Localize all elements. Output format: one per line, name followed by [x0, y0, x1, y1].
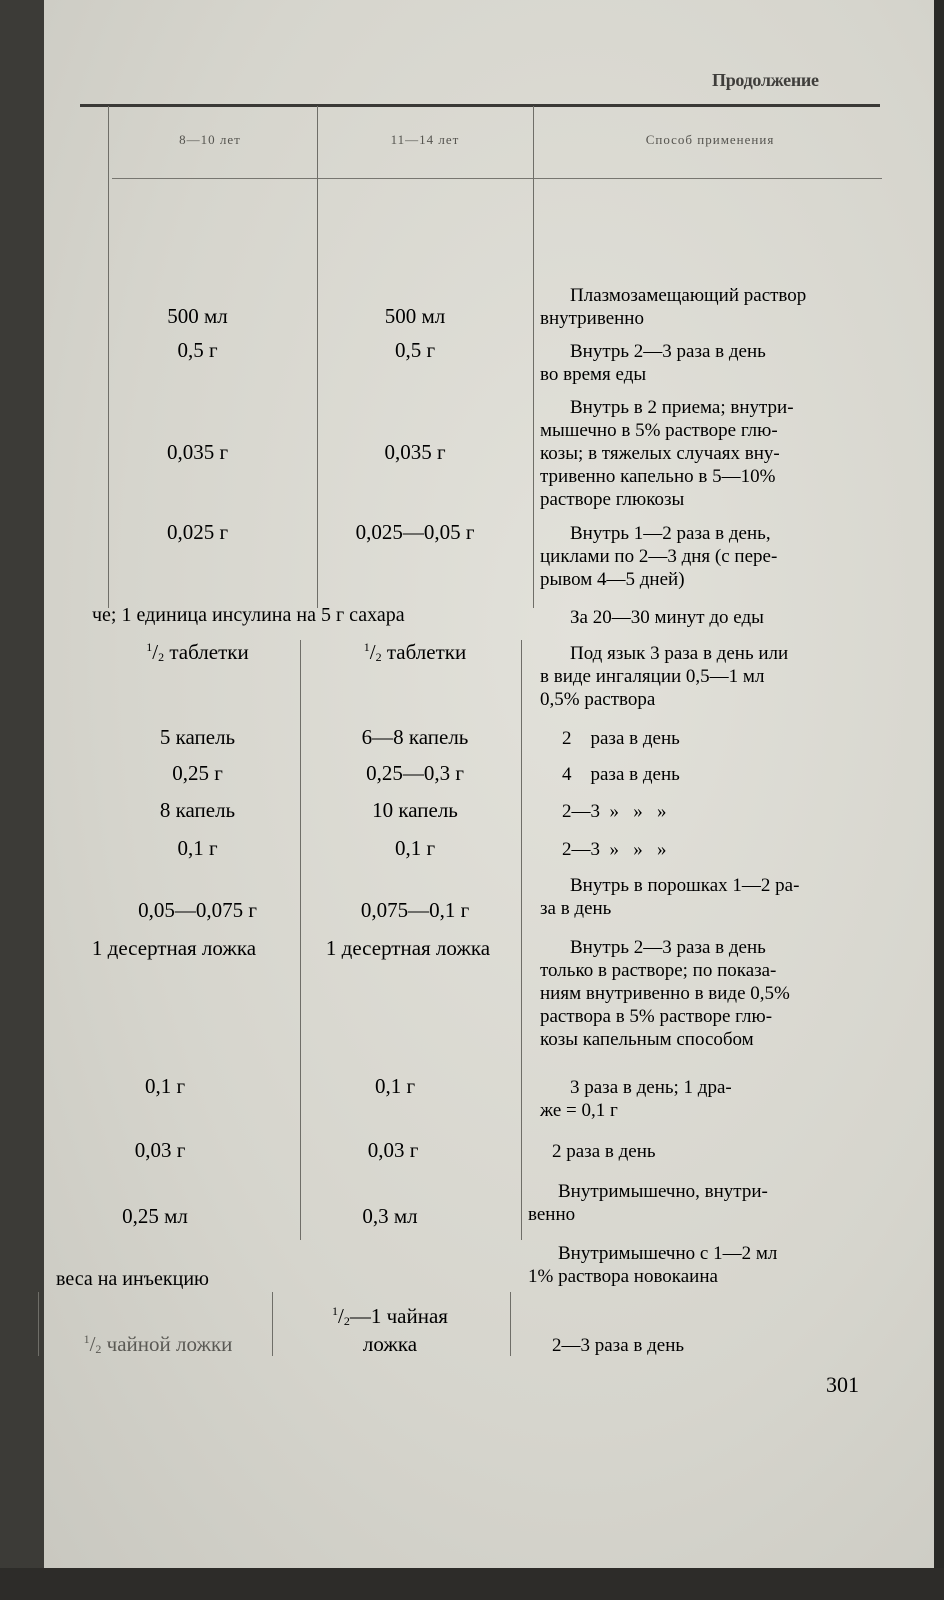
method-note	[540, 874, 870, 920]
column-header-age-8-10: 8—10 лет	[179, 132, 241, 147]
spanning-dose-text: веса на инъекцию	[56, 1268, 209, 1290]
column-divider	[38, 1292, 39, 1356]
dose-8-10: 500 мл	[167, 304, 228, 328]
dose-11-14: 0,25—0,3 г	[366, 761, 464, 785]
dose-11-14: 1 десертная ложка	[325, 936, 491, 960]
fraction-denominator: 2	[95, 1342, 102, 1356]
dose-8-10: 0,25 мл	[122, 1204, 188, 1228]
method-note	[540, 606, 870, 629]
spanning-dose-text: че; 1 единица инсулина на 5 г сахара	[92, 604, 405, 626]
note-line: За 20—30 минут до еды	[570, 607, 764, 628]
note-line: же = 0,1 г	[540, 1100, 618, 1121]
method-note	[540, 522, 870, 591]
dose-11-14-line2: ложка	[362, 1332, 418, 1356]
method-note	[552, 1140, 882, 1163]
fraction-numerator: 1	[363, 640, 370, 654]
dose-unit: таблетки	[386, 640, 467, 664]
dose-8-10: 0,1 г	[144, 1074, 186, 1098]
note-line: Внутрь 1—2 раза в день,	[570, 523, 771, 544]
note-line: 2 раза в день	[552, 1141, 656, 1162]
dose-11-14: 10 капель	[372, 798, 458, 822]
fraction-numerator: 1	[332, 1304, 339, 1318]
dose-8-10: 5 капель	[159, 725, 236, 749]
method-note	[528, 1180, 858, 1226]
note-line: Внутримышечно с 1—2 мл	[558, 1243, 778, 1264]
note-line: венно	[528, 1204, 576, 1225]
note-line: мышечно в 5% растворе глю-	[540, 420, 778, 441]
note-line: Внутрь 2—3 раза в день	[570, 937, 766, 958]
note-line: за в день	[540, 898, 612, 919]
dose-unit: таблетки	[169, 640, 249, 664]
dose-8-10: 1 десертная ложка	[91, 936, 257, 960]
column-header-age-11-14: 11—14 лет	[390, 132, 460, 147]
note-line: рывом 4—5 дней)	[540, 569, 685, 590]
dose-11-14: 6—8 капель	[361, 725, 469, 749]
dose-8-10: 0,05—0,075 г	[138, 898, 257, 922]
column-divider	[272, 1292, 273, 1356]
method-note	[528, 1242, 858, 1288]
dose-11-14: 0,075—0,1 г	[360, 898, 470, 922]
note-line: циклами по 2—3 дня (с пере-	[540, 546, 778, 567]
dose-8-10: 0,25 г	[172, 761, 223, 785]
note-line: 1% раствора новокаина	[528, 1266, 718, 1287]
bottom-strip	[0, 1568, 944, 1600]
method-note	[540, 340, 870, 386]
note-line: ниям внутривенно в виде 0,5%	[540, 983, 790, 1004]
dose-11-14: 500 мл	[384, 304, 446, 328]
fraction-numerator: 1	[83, 1332, 90, 1346]
note-line: Под язык 3 раза в день или	[570, 643, 789, 664]
note-line: внутривенно	[540, 308, 644, 329]
method-note: 2—3 » » »	[562, 839, 667, 860]
dose-11-14: 0,3 мл	[362, 1204, 418, 1228]
note-line: Внутрь 2—3 раза в день	[570, 341, 766, 362]
note-line: раствора в 5% растворе глю-	[540, 1006, 773, 1027]
dose-11-14: $^1/_2$ таблетки	[363, 640, 467, 664]
note-line: только в растворе; по показа-	[540, 960, 777, 981]
note-line: Внутрь в порошках 1—2 ра-	[570, 875, 800, 896]
note-line: козы капельным способом	[540, 1029, 754, 1050]
method-note	[540, 1076, 870, 1122]
dose-8-10: 8 капель	[159, 798, 236, 822]
dose-unit: —1 чайная	[349, 1304, 448, 1328]
continuation-label: Продолжение	[712, 70, 819, 90]
dose-11-14: 0,03 г	[367, 1138, 419, 1162]
dose-8-10: 0,025 г	[166, 520, 229, 544]
dose-11-14: $^1/_2—1$ чайная	[332, 1304, 448, 1328]
method-note	[540, 642, 870, 711]
fraction-denominator: 2	[375, 650, 382, 664]
table-header-rule	[112, 178, 882, 179]
note-line: растворе глюкозы	[540, 489, 685, 510]
dose-8-10: 0,03 г	[134, 1138, 186, 1162]
note-line: Внутрь в 2 приема; внутри-	[570, 397, 794, 418]
note-line: Плазмозамещающий раствор	[570, 285, 807, 306]
fraction-denominator: 2	[343, 1314, 350, 1328]
note-line: Внутримышечно, внутри-	[558, 1181, 768, 1202]
dose-8-10: 0,1 г	[177, 836, 218, 860]
dose-8-10: 0,035 г	[166, 440, 229, 464]
method-note	[540, 284, 870, 330]
column-divider	[533, 106, 534, 608]
dose-11-14: 0,5 г	[394, 338, 436, 362]
dose-unit: чайной ложки	[106, 1332, 233, 1356]
note-line: тривенно капельно в 5—10%	[540, 466, 776, 487]
dose-11-14: 0,1 г	[394, 836, 436, 860]
fraction-numerator: 1	[146, 640, 153, 654]
dose-8-10: $^1/_2$ чайной ложки	[83, 1332, 233, 1356]
page-number: 301	[826, 1372, 859, 1397]
note-line: во время еды	[540, 364, 647, 385]
fraction-denominator: 2	[158, 650, 165, 664]
method-note: 4 раза в день	[562, 764, 680, 785]
table-top-rule	[80, 104, 880, 107]
column-header-method: Способ применения	[645, 132, 775, 147]
note-line: козы; в тяжелых случаях вну-	[540, 443, 780, 464]
dose-8-10: 0,5 г	[177, 338, 218, 362]
method-note	[540, 396, 870, 511]
method-note: 2—3 » » »	[562, 801, 667, 822]
dose-11-14: 0,1 г	[374, 1074, 416, 1098]
dose-8-10: $^1/_2$ таблетки	[146, 640, 249, 664]
note-line: 0,5% раствора	[540, 689, 656, 710]
method-note	[552, 1334, 882, 1357]
dose-11-14: 0,035 г	[384, 440, 446, 464]
method-note: 2 раза в день	[562, 728, 680, 749]
note-line: 3 раза в день; 1 дра-	[570, 1077, 732, 1098]
note-line: в виде ингаляции 0,5—1 мл	[540, 666, 765, 687]
dose-11-14: 0,025—0,05 г	[355, 520, 475, 544]
column-divider	[510, 1292, 511, 1356]
method-note	[540, 936, 870, 1051]
note-line: 2—3 раза в день	[552, 1335, 685, 1356]
